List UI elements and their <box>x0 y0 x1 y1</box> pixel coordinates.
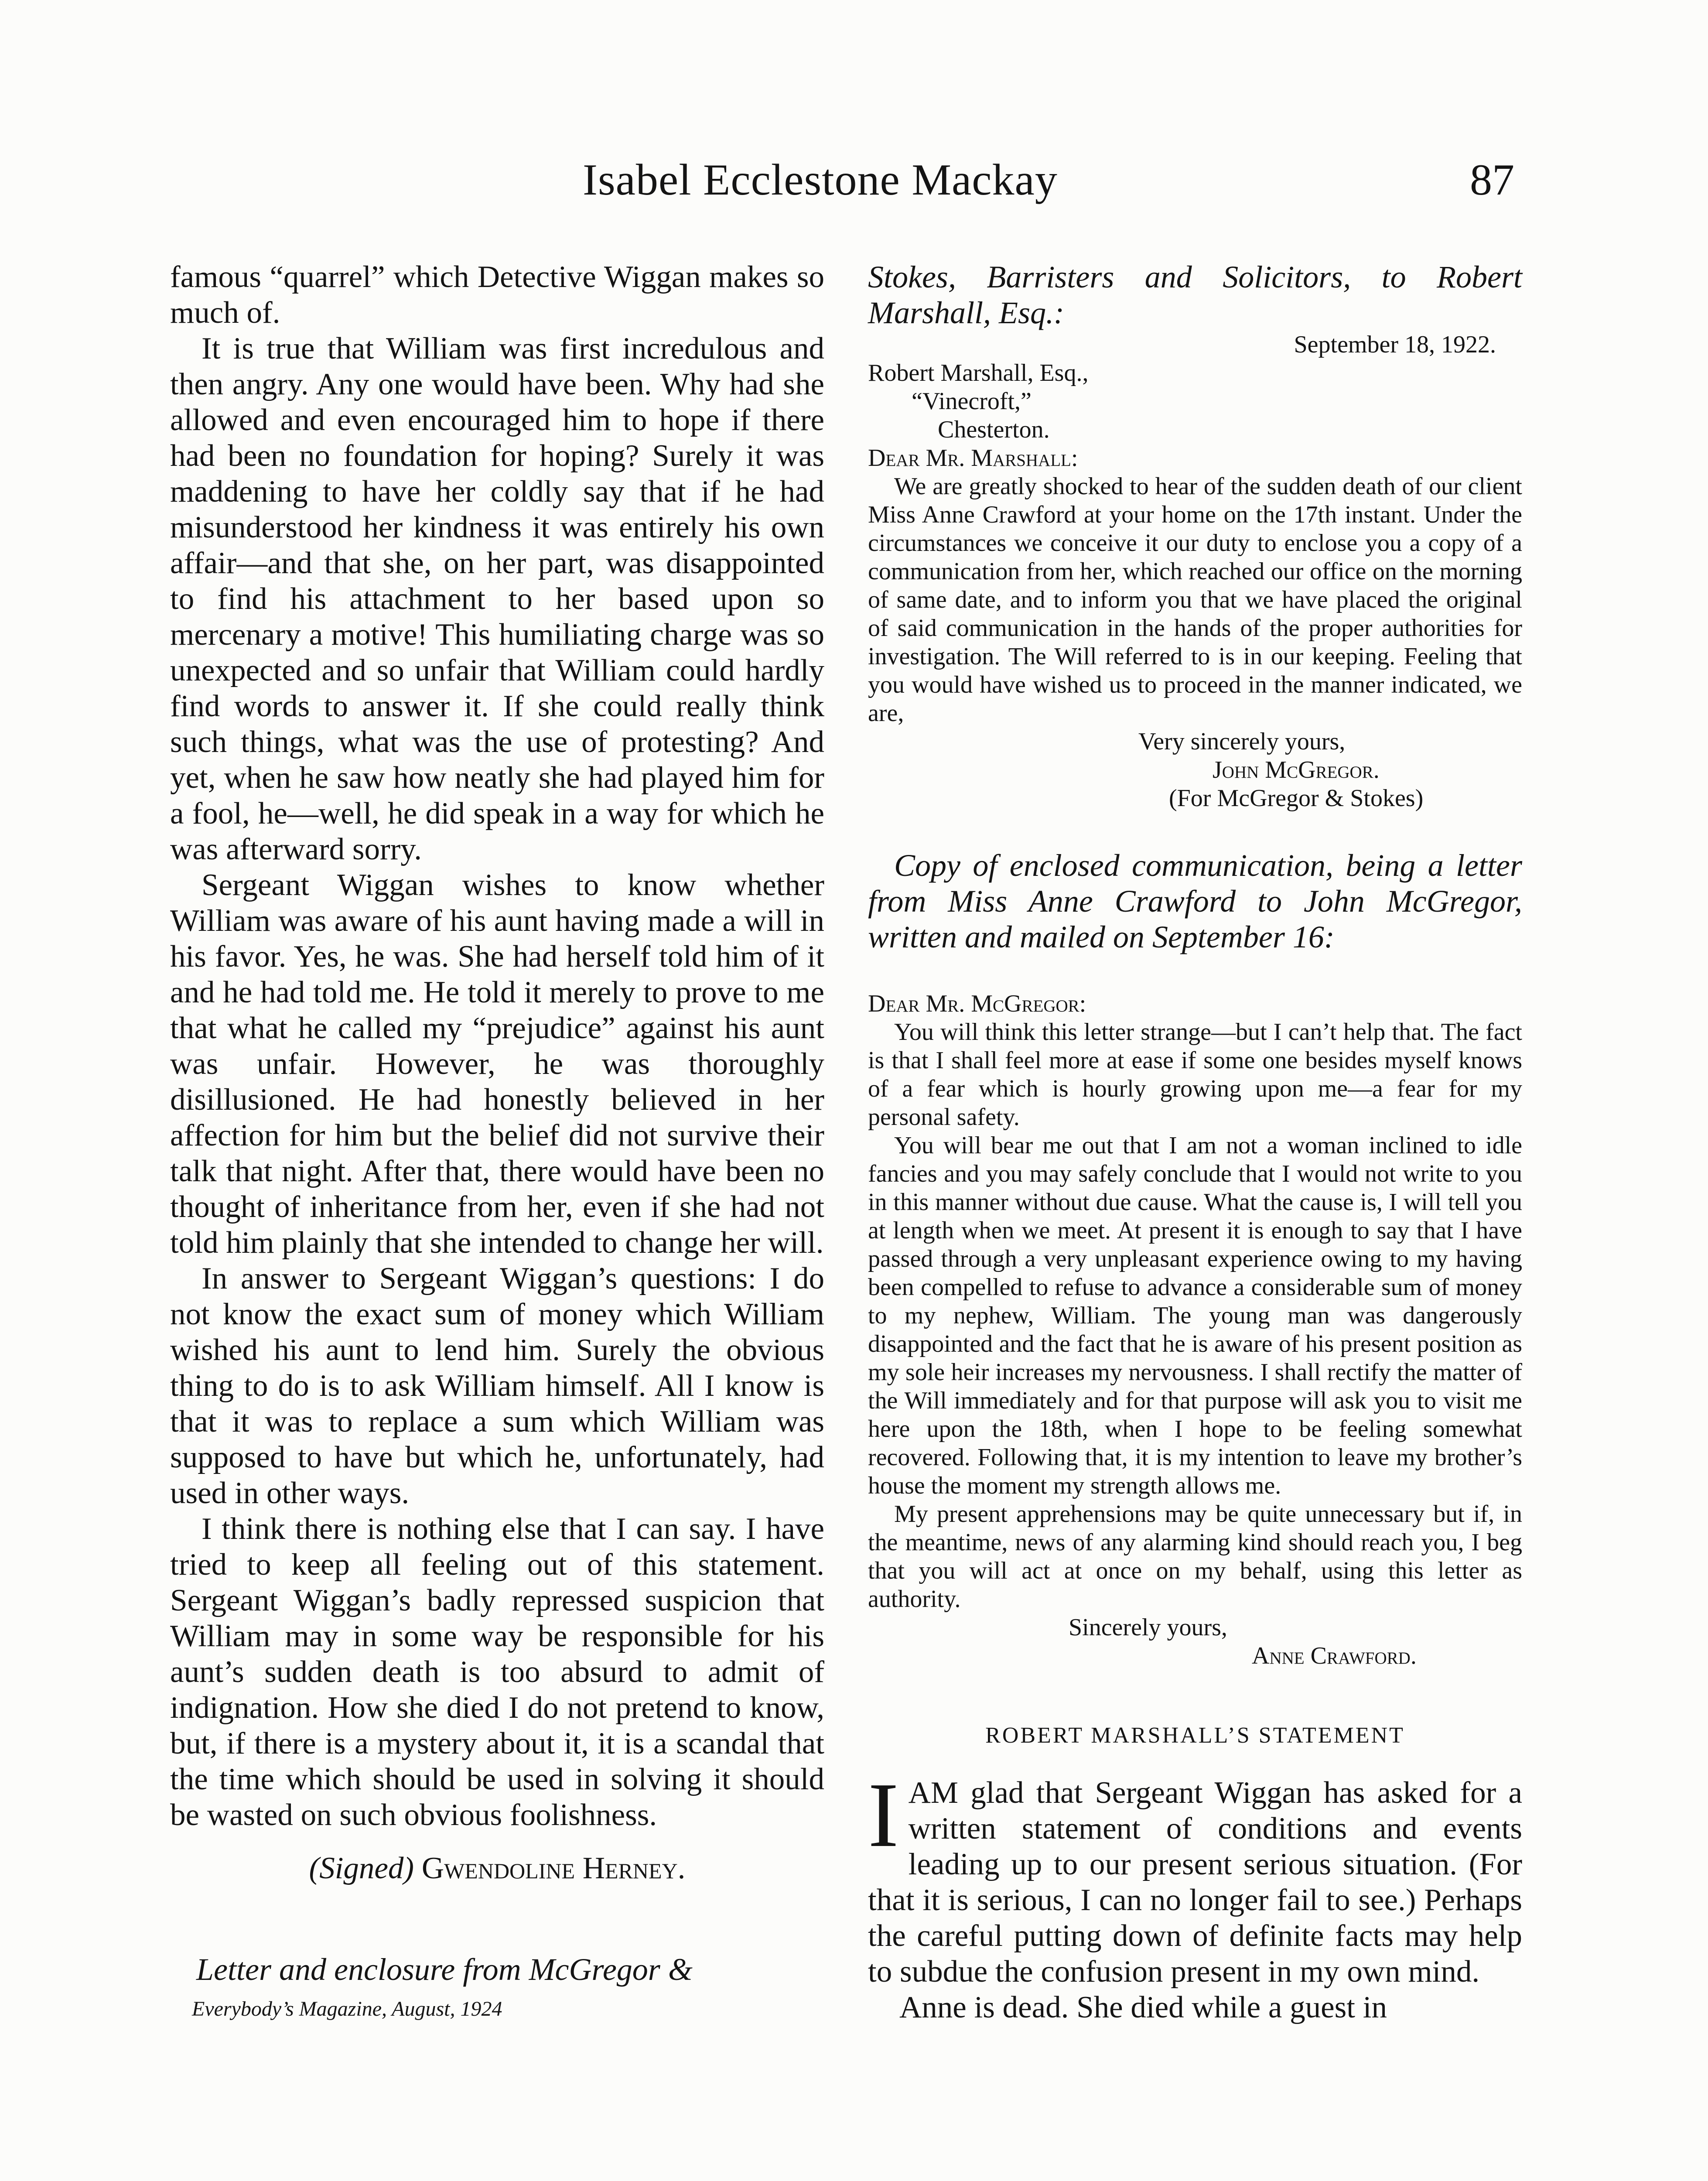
running-title: Isabel Ecclestone Mackay <box>583 155 1058 205</box>
letter-salutation: Dear Mr. Marshall: <box>868 444 1078 472</box>
statement-paragraph <box>868 1764 1522 1990</box>
letter-date: September 18, 1922. <box>1294 331 1496 358</box>
enclosure-heading: Copy of enclosed communication, being a letter from Miss Anne Crawford to John McGregor, written and mailed on September 16: <box>868 848 1522 954</box>
paragraph: Sergeant Wiggan wishes to know whether William was aware of his aunt having made a will in his favor. Yes, he was. She had herself told him of it and he had told me. He told it merely to prove to me that what he called my “prejudice” against his aunt was unfair. However, he was thoroughly disillusioned. He had honestly believed in her affection for him but the belief did not survive their talk that night. After that, there would have been no thought of inheritance from her, even if she had not told him plainly that she intended to change her will. <box>170 868 824 1260</box>
enclosed-letter <box>868 990 1522 1670</box>
letter-body: We are greatly shocked to hear of the sudden death of our client Miss Anne Crawford at your home on the 17th instant. Under the circumstances we conceive it our duty to enclose you a copy of a communication from her, which reached our office on the morning of same date, and to inform you that we have placed the original of said communication in the hands of the proper authorities for investigation. The Will referred to is in our keeping. Feeling that you would have wished us to proceed in the manner indicated, we are, <box>868 473 1522 727</box>
address-line: Chesterton. <box>938 416 1050 443</box>
magazine-credit: Everybody’s Magazine, August, 1924 <box>192 1997 502 2020</box>
signature-line <box>170 1850 824 1886</box>
statement-text: AM glad that Sergeant Wiggan has asked for a written statement of conditions and events leading up to our present serious situation. (For that it is serious, I can no longer fail to see.) Perhaps the careful putting down of definite facts may help to subdue the confusion present in my own mind. <box>868 1776 1522 1989</box>
signature-prefix: (Signed) <box>309 1851 414 1885</box>
statement-paragraph: Anne is dead. She died while a guest in <box>899 1990 1387 2024</box>
letter-paragraph: You will bear me out that I am not a woman inclined to idle fancies and you may safely conclude that I would not write to you in this manner without due cause. What the cause is, I will tell you at length when we meet. At present it is enough to say that I have passed through a very unpleasant experience owing to my having been compelled to refuse to advance a considerable sum of money to my nephew, William. The young man was dangerously disappointed and the fact that he is aware of his present position as my sole heir increases my nervousness. I shall rectify the matter of the Will immediately and for that purpose will ask you to visit me here upon the 18th, when I hope to be feeling somewhat recovered. Following that, it is my intention to leave my brother’s house the moment my strength allows me. <box>868 1132 1522 1499</box>
letter-closing: Sincerely yours, <box>1069 1614 1227 1641</box>
letter-paragraph: You will think this letter strange—but I can’t help that. The fact is that I shall feel more at ease if some one besides myself knows of a fear which is hourly growing upon me—a fear for my personal safety. <box>868 1019 1522 1131</box>
heading-continuation: Stokes, Barristers and Solicitors, to Robert Marshall, Esq.: <box>868 260 1522 330</box>
address-line: Robert Marshall, Esq., <box>868 359 1089 386</box>
paragraph: I think there is nothing else that I can say. I have tried to keep all feeling out of this statement. Sergeant Wiggan’s badly repressed suspicion that William may in some way be responsible for his aunt’s sudden death is too absurd to admit of indignation. How she died I do not pretend to know, but, if there is a mystery about it, it is a scandal that the time which should be used in solving it should be wasted on such obvious foolishness. <box>170 1512 824 1832</box>
letter-paragraph: My present apprehensions may be quite unnecessary but if, in the meantime, news of any alarming kind should reach you, I beg that you will act at once on my behalf, using this letter as authority. <box>868 1501 1522 1613</box>
drop-cap: I <box>868 1764 899 1866</box>
paragraph: In answer to Sergeant Wiggan’s questions: I do not know the exact sum of money which William wished his aunt to lend him. Surely the obvious thing to do is to ask William himself. All I know is that it was to replace a sum which William was supposed to have but which he, unfortunately, had used in other ways. <box>170 1261 824 1510</box>
paragraph: It is true that William was first incredulous and then angry. Any one would have been. Why had she allowed and even encouraged him to hope if there had been no foundation for hoping? Surely it was maddening to have her coldly say that if he had misunderstood her kindness it was entirely his own affair—and that she, on her part, was disappointed to find his attachment to her based upon so mercenary a motive! This humiliating charge was so unexpected and so unfair that William could hardly find words to answer it. If she could really think such things, what was the use of protesting? And yet, when he saw how neatly she had played him for a fool, he—well, he did speak in a way for which he was afterward sorry. <box>170 332 824 866</box>
section-title: ROBERT MARSHALL’S STATEMENT <box>985 1723 1405 1748</box>
signature-name: Gwendoline Herney. <box>421 1851 686 1885</box>
letter-closing: Very sincerely yours, <box>1138 728 1346 755</box>
left-column <box>170 259 824 2022</box>
section-heading: Letter and enclosure from McGregor & <box>196 1952 693 1987</box>
right-column <box>868 259 1522 2025</box>
paragraph: famous “quarrel” which Detective Wiggan makes so much of. <box>170 260 824 330</box>
letter-salutation: Dear Mr. McGregor: <box>868 990 1086 1017</box>
letter-firm: (For McGregor & Stokes) <box>1169 785 1424 812</box>
solicitor-letter <box>868 331 1522 813</box>
letter-signer: Anne Crawford. <box>1252 1642 1417 1669</box>
address-line: “Vinecroft,” <box>912 388 1032 415</box>
letter-signer: John McGregor. <box>1213 756 1380 783</box>
page-number: 87 <box>1470 155 1514 205</box>
